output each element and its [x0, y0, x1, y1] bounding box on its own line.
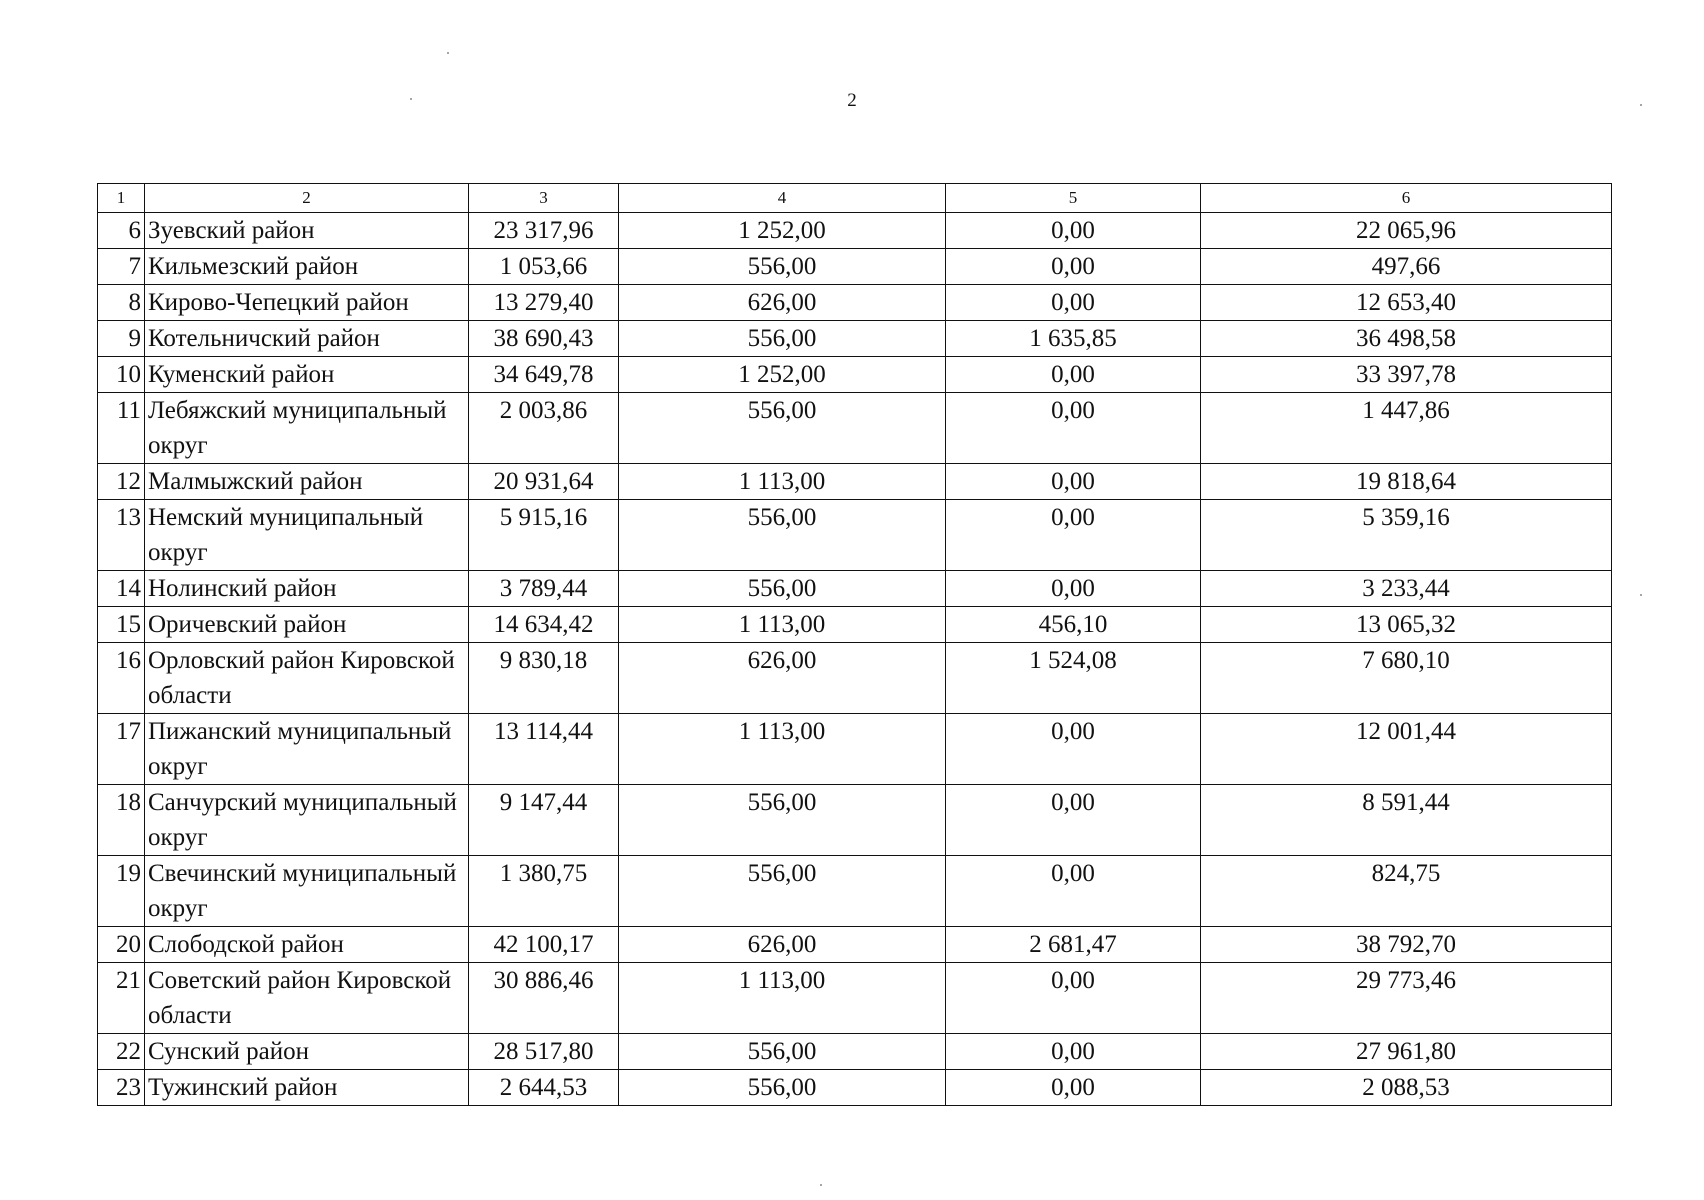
scan-speck — [1640, 594, 1642, 596]
cell-col3: 42 100,17 — [469, 927, 619, 963]
cell-col3: 2 003,86 — [469, 393, 619, 464]
cell-col4: 1 113,00 — [619, 714, 946, 785]
cell-col6: 497,66 — [1201, 249, 1612, 285]
cell-col5: 0,00 — [946, 213, 1201, 249]
district-name: Нолинский район — [145, 571, 469, 607]
cell-col6: 36 498,58 — [1201, 321, 1612, 357]
district-name: Кильмезский район — [145, 249, 469, 285]
cell-col5: 0,00 — [946, 856, 1201, 927]
cell-col4: 556,00 — [619, 856, 946, 927]
cell-col3: 20 931,64 — [469, 464, 619, 500]
cell-col5: 0,00 — [946, 714, 1201, 785]
cell-col3: 14 634,42 — [469, 607, 619, 643]
district-name: Зуевский район — [145, 213, 469, 249]
row-number: 20 — [98, 927, 145, 963]
column-header: 5 — [946, 184, 1201, 213]
cell-col4: 556,00 — [619, 1070, 946, 1106]
row-number: 10 — [98, 357, 145, 393]
table-row — [98, 643, 1612, 714]
table-row — [98, 856, 1612, 927]
cell-col3: 1 380,75 — [469, 856, 619, 927]
row-number: 13 — [98, 500, 145, 571]
cell-col5: 0,00 — [946, 785, 1201, 856]
table-row — [98, 357, 1612, 393]
cell-col6: 3 233,44 — [1201, 571, 1612, 607]
scan-speck — [410, 98, 412, 100]
cell-col4: 556,00 — [619, 249, 946, 285]
table-row — [98, 1034, 1612, 1070]
cell-col6: 29 773,46 — [1201, 963, 1612, 1034]
table-row — [98, 963, 1612, 1034]
table-row — [98, 464, 1612, 500]
cell-col6: 8 591,44 — [1201, 785, 1612, 856]
district-name: Советский район Кировской области — [145, 963, 469, 1034]
table-row — [98, 285, 1612, 321]
table-row — [98, 500, 1612, 571]
cell-col6: 22 065,96 — [1201, 213, 1612, 249]
table-row — [98, 785, 1612, 856]
district-name: Тужинский район — [145, 1070, 469, 1106]
cell-col6: 33 397,78 — [1201, 357, 1612, 393]
district-name: Кирово-Чепецкий район — [145, 285, 469, 321]
row-number: 16 — [98, 643, 145, 714]
cell-col5: 1 524,08 — [946, 643, 1201, 714]
district-name: Малмыжский район — [145, 464, 469, 500]
cell-col3: 5 915,16 — [469, 500, 619, 571]
district-name: Санчурский муниципальный округ — [145, 785, 469, 856]
row-number: 19 — [98, 856, 145, 927]
column-header: 6 — [1201, 184, 1612, 213]
cell-col6: 1 447,86 — [1201, 393, 1612, 464]
row-number: 22 — [98, 1034, 145, 1070]
table-row — [98, 714, 1612, 785]
district-name: Пижанский муниципальный округ — [145, 714, 469, 785]
cell-col5: 0,00 — [946, 357, 1201, 393]
cell-col4: 556,00 — [619, 393, 946, 464]
scan-speck — [1640, 104, 1642, 106]
cell-col3: 2 644,53 — [469, 1070, 619, 1106]
district-name: Сунский район — [145, 1034, 469, 1070]
district-name: Куменский район — [145, 357, 469, 393]
row-number: 15 — [98, 607, 145, 643]
table-row — [98, 393, 1612, 464]
cell-col3: 23 317,96 — [469, 213, 619, 249]
row-number: 21 — [98, 963, 145, 1034]
cell-col5: 0,00 — [946, 1070, 1201, 1106]
row-number: 17 — [98, 714, 145, 785]
cell-col5: 0,00 — [946, 500, 1201, 571]
cell-col4: 556,00 — [619, 571, 946, 607]
cell-col5: 0,00 — [946, 1034, 1201, 1070]
cell-col5: 456,10 — [946, 607, 1201, 643]
row-number: 8 — [98, 285, 145, 321]
cell-col6: 5 359,16 — [1201, 500, 1612, 571]
column-header: 4 — [619, 184, 946, 213]
cell-col6: 19 818,64 — [1201, 464, 1612, 500]
row-number: 11 — [98, 393, 145, 464]
cell-col6: 13 065,32 — [1201, 607, 1612, 643]
row-number: 9 — [98, 321, 145, 357]
cell-col3: 9 147,44 — [469, 785, 619, 856]
table-row — [98, 607, 1612, 643]
cell-col3: 34 649,78 — [469, 357, 619, 393]
cell-col3: 13 114,44 — [469, 714, 619, 785]
table-header-row — [98, 184, 1612, 213]
district-name: Орловский район Кировской области — [145, 643, 469, 714]
cell-col6: 12 001,44 — [1201, 714, 1612, 785]
cell-col4: 626,00 — [619, 285, 946, 321]
cell-col4: 626,00 — [619, 927, 946, 963]
district-name: Оричевский район — [145, 607, 469, 643]
cell-col6: 38 792,70 — [1201, 927, 1612, 963]
cell-col6: 27 961,80 — [1201, 1034, 1612, 1070]
row-number: 14 — [98, 571, 145, 607]
cell-col3: 3 789,44 — [469, 571, 619, 607]
cell-col4: 1 252,00 — [619, 213, 946, 249]
cell-col4: 556,00 — [619, 500, 946, 571]
cell-col5: 2 681,47 — [946, 927, 1201, 963]
row-number: 12 — [98, 464, 145, 500]
cell-col3: 38 690,43 — [469, 321, 619, 357]
column-header: 1 — [98, 184, 145, 213]
cell-col3: 13 279,40 — [469, 285, 619, 321]
cell-col4: 1 113,00 — [619, 963, 946, 1034]
cell-col6: 2 088,53 — [1201, 1070, 1612, 1106]
row-number: 18 — [98, 785, 145, 856]
table-row — [98, 571, 1612, 607]
cell-col5: 0,00 — [946, 571, 1201, 607]
cell-col4: 1 252,00 — [619, 357, 946, 393]
cell-col4: 556,00 — [619, 785, 946, 856]
cell-col3: 28 517,80 — [469, 1034, 619, 1070]
cell-col4: 556,00 — [619, 1034, 946, 1070]
page-number: 2 — [847, 90, 857, 111]
row-number: 7 — [98, 249, 145, 285]
cell-col4: 1 113,00 — [619, 464, 946, 500]
cell-col6: 824,75 — [1201, 856, 1612, 927]
district-name: Слободской район — [145, 927, 469, 963]
cell-col4: 556,00 — [619, 321, 946, 357]
column-header: 2 — [145, 184, 469, 213]
cell-col5: 0,00 — [946, 963, 1201, 1034]
row-number: 6 — [98, 213, 145, 249]
table-row — [98, 249, 1612, 285]
cell-col5: 0,00 — [946, 464, 1201, 500]
district-name: Немский муниципальный округ — [145, 500, 469, 571]
cell-col5: 1 635,85 — [946, 321, 1201, 357]
district-name: Лебяжский муниципальный округ — [145, 393, 469, 464]
scan-speck — [447, 52, 449, 54]
scan-speck — [820, 1184, 822, 1186]
district-name: Свечинский муниципальный округ — [145, 856, 469, 927]
cell-col4: 626,00 — [619, 643, 946, 714]
table-row — [98, 321, 1612, 357]
cell-col3: 9 830,18 — [469, 643, 619, 714]
cell-col6: 12 653,40 — [1201, 285, 1612, 321]
cell-col3: 1 053,66 — [469, 249, 619, 285]
cell-col6: 7 680,10 — [1201, 643, 1612, 714]
cell-col5: 0,00 — [946, 393, 1201, 464]
cell-col3: 30 886,46 — [469, 963, 619, 1034]
table-row — [98, 927, 1612, 963]
column-header: 3 — [469, 184, 619, 213]
cell-col4: 1 113,00 — [619, 607, 946, 643]
district-name: Котельничский район — [145, 321, 469, 357]
table-row — [98, 213, 1612, 249]
cell-col5: 0,00 — [946, 249, 1201, 285]
table-row — [98, 1070, 1612, 1106]
cell-col5: 0,00 — [946, 285, 1201, 321]
budget-table — [97, 183, 1612, 1106]
row-number: 23 — [98, 1070, 145, 1106]
